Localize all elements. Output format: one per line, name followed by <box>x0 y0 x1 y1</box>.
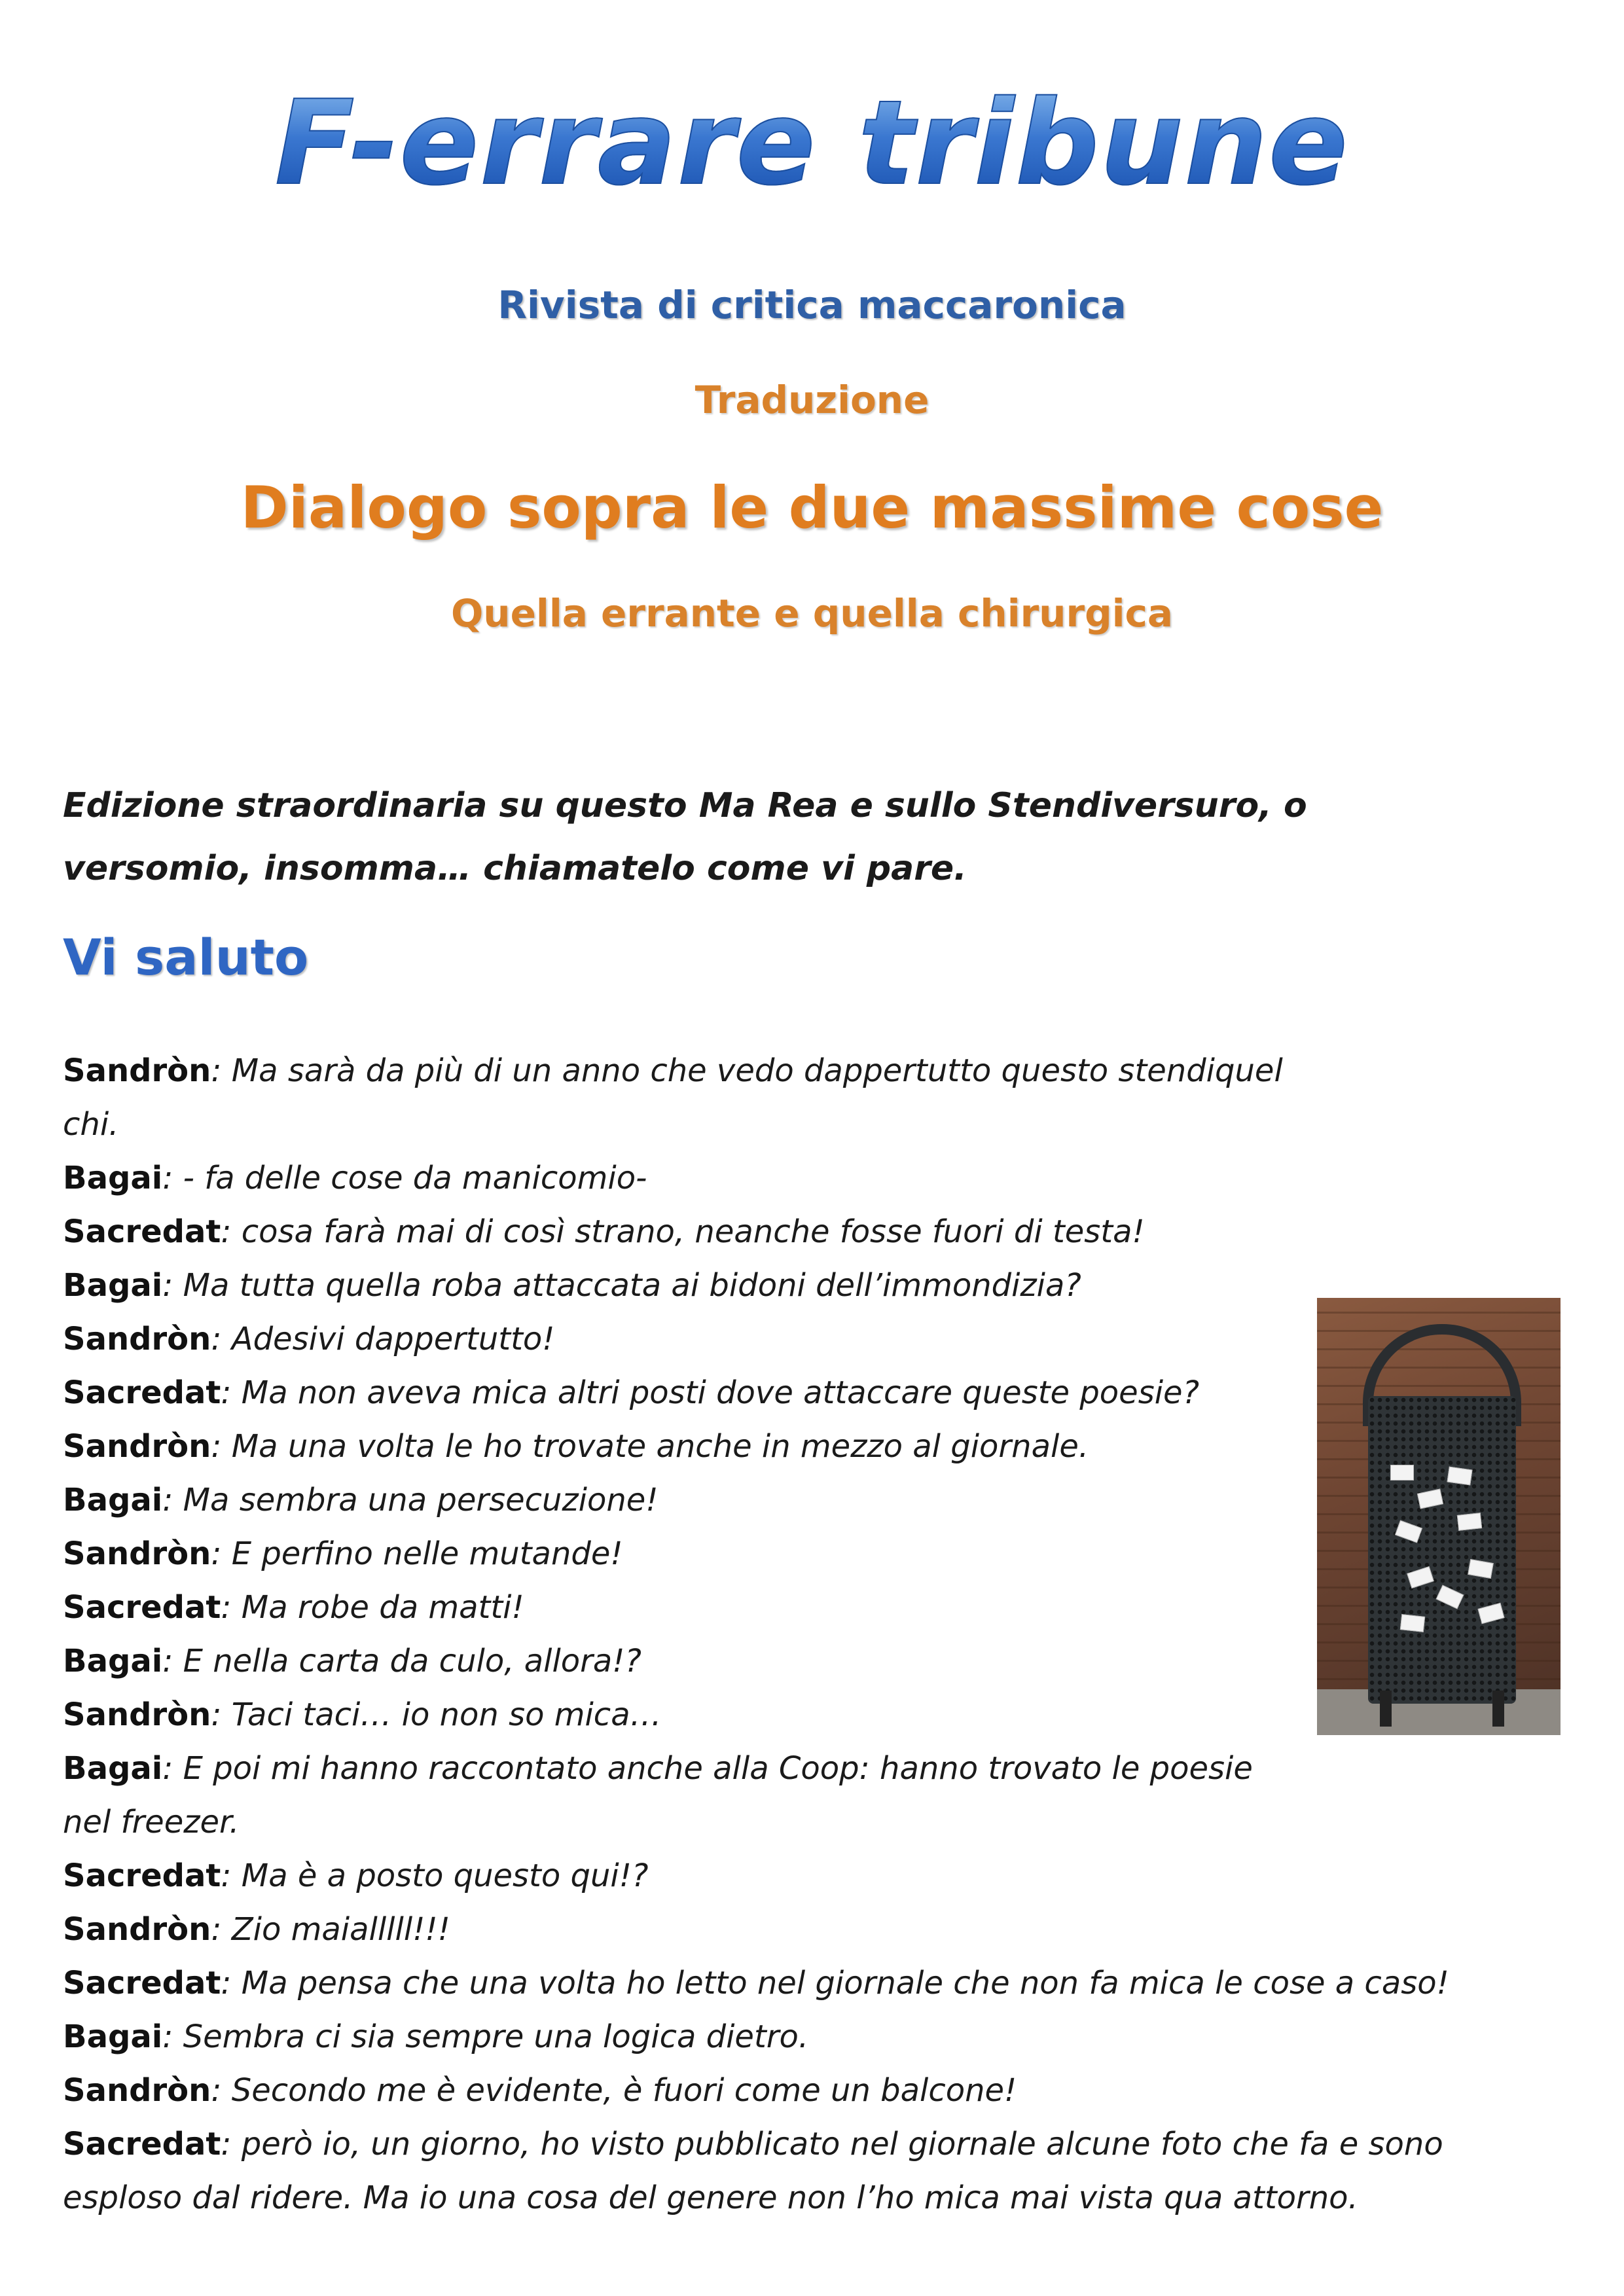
dialogue-line <box>63 1366 1293 1420</box>
speaker-name: Bagai <box>63 2018 163 2055</box>
utterance-text: : Sembra ci sia sempre una logica dietro. <box>162 2018 809 2055</box>
speaker-name: Bagai <box>63 1267 163 1304</box>
utterance-text: : Ma non aveva mica altri posti dove attaccare queste poesie? <box>221 1374 1200 1411</box>
speaker-name: Sandròn <box>63 1911 211 1948</box>
utterance-text: : però io, un giorno, ho visto pubblicato nel giornale alcune foto che fa e sono esploso dal ridere. Ma io una cosa del genere non l’ho mica mai vista qua attorno. <box>63 2126 1443 2216</box>
speaker-name: Sandròn <box>63 1535 211 1572</box>
utterance-text: : Ma sarà da più di un anno che vedo dappertutto questo stendiquel chi. <box>63 1052 1283 1143</box>
speaker-name: Sandròn <box>63 2072 211 2109</box>
utterance-text: : E perfino nelle mutande! <box>211 1535 623 1572</box>
utterance-text: : Ma robe da matti! <box>221 1589 524 1626</box>
dialogue-line <box>63 1205 1293 1259</box>
section-heading: Vi saluto <box>63 928 309 986</box>
speaker-name: Sacredat <box>63 1965 221 2001</box>
sticker <box>1447 1467 1473 1486</box>
sticker <box>1390 1465 1414 1480</box>
speaker-name: Sacredat <box>63 1213 221 1250</box>
dialogue-line <box>63 1044 1293 1151</box>
speaker-name: Sacredat <box>63 2126 221 2162</box>
dialogue-line <box>63 1420 1293 1473</box>
dialogue-line <box>63 1312 1293 1366</box>
headline: Dialogo sopra le due massime cose <box>240 474 1384 541</box>
sticker <box>1457 1513 1482 1531</box>
subtitle: Rivista di critica maccaronica <box>497 283 1127 327</box>
speaker-name: Sandròn <box>63 1052 211 1089</box>
dialogue-line <box>63 2117 1562 2225</box>
utterance-text: : Taci taci… io non so mica… <box>211 1696 662 1733</box>
speaker-name: Bagai <box>63 1482 163 1518</box>
utterance-text: : Ma sembra una persecuzione! <box>162 1482 659 1518</box>
trash-bin-photo <box>1317 1298 1561 1735</box>
utterance-text: : - fa delle cose da manicomio- <box>162 1160 647 1196</box>
utterance-text: : Secondo me è evidente, è fuori come un balcone! <box>211 2072 1017 2109</box>
utterance-text: : cosa farà mai di così strano, neanche fosse fuori di testa! <box>221 1213 1145 1250</box>
utterance-text: : Ma pensa che una volta ho letto nel giornale che non fa mica le cose a caso! <box>221 1965 1449 2001</box>
speaker-name: Sacredat <box>63 1589 221 1626</box>
sticker <box>1400 1614 1425 1632</box>
speaker-name: Sandròn <box>63 1696 211 1733</box>
utterance-text: : E poi mi hanno raccontato anche alla Coop: hanno trovato le poesie nel freezer. <box>63 1750 1253 1840</box>
deck: Quella errante e quella chirurgica <box>451 591 1173 636</box>
bin-leg <box>1380 1691 1392 1727</box>
utterance-text: : Adesivi dappertutto! <box>211 1321 555 1357</box>
dialogue-line <box>63 1849 1293 1903</box>
speaker-name: Sacredat <box>63 1857 221 1894</box>
speaker-name: Bagai <box>63 1160 163 1196</box>
dialogue-line <box>63 1151 1293 1205</box>
dialogue-line <box>63 1742 1293 1849</box>
dialogue-line <box>63 1903 1562 1956</box>
speaker-name: Bagai <box>63 1750 163 1787</box>
speaker-name: Sandròn <box>63 1321 211 1357</box>
dialogue-line <box>63 1581 1293 1634</box>
speaker-name: Bagai <box>63 1643 163 1679</box>
bin-leg <box>1492 1691 1504 1727</box>
utterance-text: : Ma tutta quella roba attaccata ai bidoni dell’immondizia? <box>162 1267 1081 1304</box>
masthead-title: F-errare tribune <box>0 85 1624 202</box>
dialogue-line <box>63 1473 1293 1527</box>
dialogue-line <box>63 1956 1562 2010</box>
speaker-name: Sacredat <box>63 1374 221 1411</box>
dialogue-line <box>63 1634 1293 1688</box>
dialogue-line <box>63 1527 1293 1581</box>
dialogue-line <box>63 2064 1562 2117</box>
utterance-text: : Zio maialllll!!! <box>211 1911 450 1948</box>
dialogue-line <box>63 1688 1293 1742</box>
kicker: Traduzione <box>695 378 929 422</box>
utterance-text: : E nella carta da culo, allora!? <box>162 1643 642 1679</box>
speaker-name: Sandròn <box>63 1428 211 1465</box>
dialogue-line <box>63 1259 1293 1312</box>
utterance-text: : Ma una volta le ho trovate anche in mezzo al giornale. <box>211 1428 1089 1465</box>
intro-paragraph: Edizione straordinaria su questo Ma Rea e sullo Stendiversuro, o versomio, insomma… chiamatelo come vi pare. <box>63 786 1307 888</box>
utterance-text: : Ma è a posto questo qui!? <box>221 1857 649 1894</box>
dialogue-line <box>63 2010 1562 2064</box>
bin-body <box>1368 1396 1516 1704</box>
